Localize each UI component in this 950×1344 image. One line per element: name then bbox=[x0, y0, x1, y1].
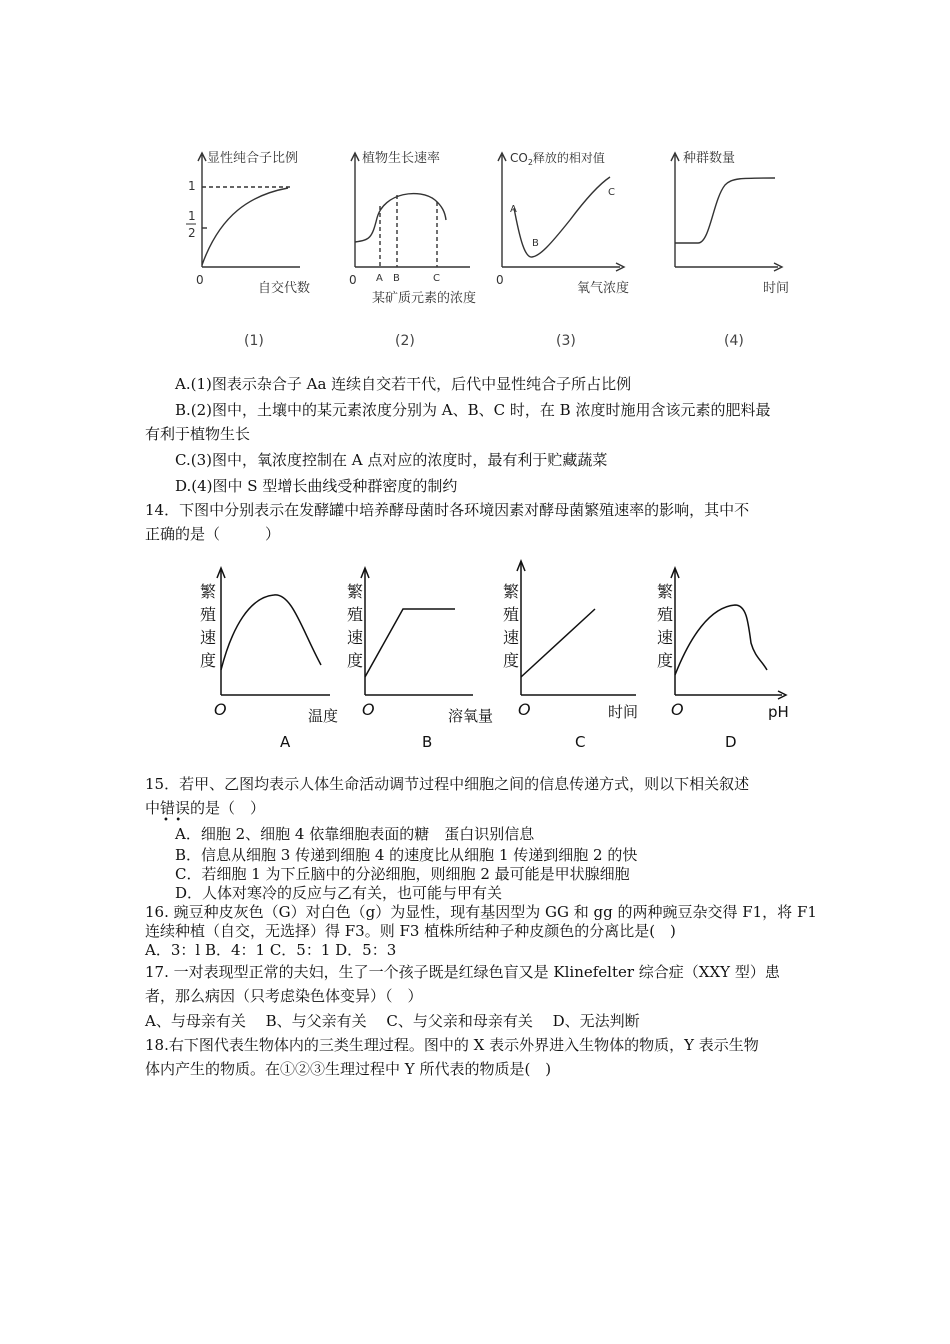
q14-b-ylabel bbox=[347, 582, 363, 670]
q13-p3-origin: 0 bbox=[496, 273, 504, 287]
q13-p4-caption: (4) bbox=[724, 333, 744, 349]
q14-c-xlabel: 时间 bbox=[608, 703, 639, 721]
q13-p2-xlabel: 某矿质元素的浓度 bbox=[372, 291, 477, 306]
svg-text:繁: 繁 bbox=[503, 582, 520, 601]
curve-1 bbox=[202, 188, 288, 265]
q13-option-d: D.(4)图中 S 型增长曲线受种群密度的制约 bbox=[175, 477, 458, 495]
q14-d-xlabel: pH bbox=[768, 703, 789, 721]
q15-option-b: B．信息从细胞 3 传递到细胞 4 的速度比从细胞 1 传递到细胞 2 的快 bbox=[175, 846, 638, 864]
q15-stem-line2: 中错误的是（ ） bbox=[145, 799, 266, 817]
q13-p1-origin: 0 bbox=[196, 273, 204, 287]
q14-a-caption: A bbox=[280, 733, 291, 751]
q17-line1: 17. 一对表现型正常的夫妇，生了一个孩子既是红绿色盲又是 Klinefelter 综合症（XXY 型）患 bbox=[145, 963, 780, 981]
q14-c-origin: O bbox=[518, 700, 531, 719]
q14-panel-d bbox=[671, 568, 786, 699]
q13-p2-origin: 0 bbox=[349, 273, 357, 287]
q14-b-xlabel: 溶氧量 bbox=[448, 707, 494, 725]
figure-q14 bbox=[190, 555, 810, 755]
q13-panel-3 bbox=[498, 153, 624, 271]
q15-option-c: C．若细胞 1 为下丘脑中的分泌细胞，则细胞 2 最可能是甲状腺细胞 bbox=[175, 865, 630, 883]
svg-text:度: 度 bbox=[200, 651, 217, 670]
svg-text:繁: 繁 bbox=[657, 582, 674, 601]
q16-options: A．3：l B．4：1 C．5：1 D．5：3 bbox=[145, 941, 397, 959]
svg-text:度: 度 bbox=[657, 651, 674, 670]
emphasis-dots: • • bbox=[163, 815, 182, 826]
q14-a-xlabel: 温度 bbox=[308, 707, 339, 725]
q13-p3-caption: (3) bbox=[556, 333, 576, 349]
q14-a-ylabel bbox=[200, 582, 216, 670]
q18-line1: 18.右下图代表生物体内的三类生理过程。图中的 X 表示外界进入生物体的物质，Y 表示生物 bbox=[145, 1036, 759, 1054]
svg-text:速: 速 bbox=[200, 628, 217, 647]
q13-p2-ylabel: 植物生长速率 bbox=[362, 151, 441, 166]
q14-c-ylabel bbox=[503, 582, 519, 670]
q13-panel-2 bbox=[351, 153, 470, 267]
q14-a-origin: O bbox=[214, 700, 227, 719]
q13-p3-point-b: B bbox=[532, 238, 539, 249]
q14-b-origin: O bbox=[362, 700, 375, 719]
q14-d-caption: D bbox=[725, 733, 737, 751]
q13-p1-tick-one: 1 bbox=[188, 179, 196, 193]
q13-option-c: C.(3)图中，氧浓度控制在 A 点对应的浓度时，最有利于贮藏蔬菜 bbox=[175, 451, 608, 469]
q13-p3-point-a: A bbox=[510, 204, 517, 215]
q13-option-b-line2: 有利于植物生长 bbox=[145, 425, 251, 443]
q17-options: A、与母亲有关 B、与父亲有关 C、与父亲和母亲有关 D、无法判断 bbox=[145, 1012, 640, 1030]
svg-text:繁: 繁 bbox=[200, 582, 217, 601]
q13-panel-4 bbox=[671, 153, 782, 271]
q13-option-a: A.(1)图表示杂合子 Aa 连续自交若干代，后代中显性纯合子所占比例 bbox=[175, 375, 632, 393]
q13-p1-ylabel: 显性纯合子比例 bbox=[207, 151, 299, 166]
svg-text:速: 速 bbox=[657, 628, 674, 647]
q13-p1-xlabel: 自交代数 bbox=[258, 281, 311, 296]
q14-c-caption: C bbox=[575, 733, 586, 751]
svg-text:殖: 殖 bbox=[657, 605, 674, 624]
q14-stem-line1: 14．下图中分别表示在发酵罐中培养酵母菌时各环境因素对酵母菌繁殖速率的影响，其中不 bbox=[145, 501, 750, 519]
q13-p4-ylabel: 种群数量 bbox=[683, 151, 736, 166]
q14-panel-b bbox=[361, 568, 473, 695]
svg-text:繁: 繁 bbox=[347, 582, 364, 601]
q13-p3-point-c: C bbox=[608, 187, 615, 198]
figure-q13-svg bbox=[180, 140, 800, 360]
q14-panel-c bbox=[517, 561, 636, 695]
svg-text:度: 度 bbox=[503, 651, 520, 670]
q17-line2: 者，那么病因（只考虑染色体变异）（ ） bbox=[145, 987, 423, 1005]
q16-line2: 连续种植（自交，无选择）得 F3。则 F3 植株所结种子种皮颜色的分离比是( ) bbox=[145, 922, 676, 940]
q18-line2: 体内产生的物质。在①②③生理过程中 Y 所代表的物质是( ) bbox=[145, 1060, 552, 1078]
q13-p2-tick-b: B bbox=[393, 273, 400, 284]
figure-q13 bbox=[180, 140, 800, 360]
svg-text:殖: 殖 bbox=[503, 605, 520, 624]
q15-option-a: A．细胞 2、细胞 4 依靠细胞表面的糖 蛋白识别信息 bbox=[175, 825, 535, 843]
q13-p4-xlabel: 时间 bbox=[763, 281, 790, 296]
q13-p1-caption: (1) bbox=[244, 333, 264, 349]
q15-stem-line1: 15．若甲、乙图均表示人体生命活动调节过程中细胞之间的信息传递方式，则以下相关叙述 bbox=[145, 775, 750, 793]
svg-text:速: 速 bbox=[503, 628, 520, 647]
q13-option-b-line1: B.(2)图中，土壤中的某元素浓度分别为 A、B、C 时，在 B 浓度时施用含该元素的肥料最 bbox=[175, 401, 771, 419]
svg-text:殖: 殖 bbox=[347, 605, 364, 624]
q14-b-caption: B bbox=[422, 733, 433, 751]
q14-stem-line2: 正确的是（ ） bbox=[145, 525, 281, 543]
q16-line1: 16. 豌豆种皮灰色（G）对白色（g）为显性，现有基因型为 GG 和 gg 的两种豌豆杂交得 F1，将 F1 bbox=[145, 903, 817, 921]
q14-d-ylabel bbox=[657, 582, 673, 670]
svg-text:殖: 殖 bbox=[200, 605, 217, 624]
figure-q14-svg bbox=[190, 555, 810, 755]
q13-p3-ylabel: $CO_2$释放的相对值 bbox=[510, 151, 605, 167]
q13-p2-tick-c: C bbox=[433, 273, 440, 284]
q15-option-d: D．人体对寒冷的反应与乙有关，也可能与甲有关 bbox=[175, 884, 503, 902]
q13-p1-tick-half-den: 2 bbox=[188, 226, 196, 240]
svg-text:速: 速 bbox=[347, 628, 364, 647]
svg-text:度: 度 bbox=[347, 651, 364, 670]
q14-panel-a bbox=[217, 568, 330, 695]
q13-p1-tick-half-num: 1 bbox=[188, 209, 196, 223]
q13-p3-xlabel: 氧气浓度 bbox=[577, 281, 630, 296]
q13-p2-caption: (2) bbox=[395, 333, 415, 349]
q13-p2-tick-a: A bbox=[376, 273, 383, 284]
q13-panel-1 bbox=[198, 153, 300, 267]
q14-d-origin: O bbox=[671, 700, 684, 719]
